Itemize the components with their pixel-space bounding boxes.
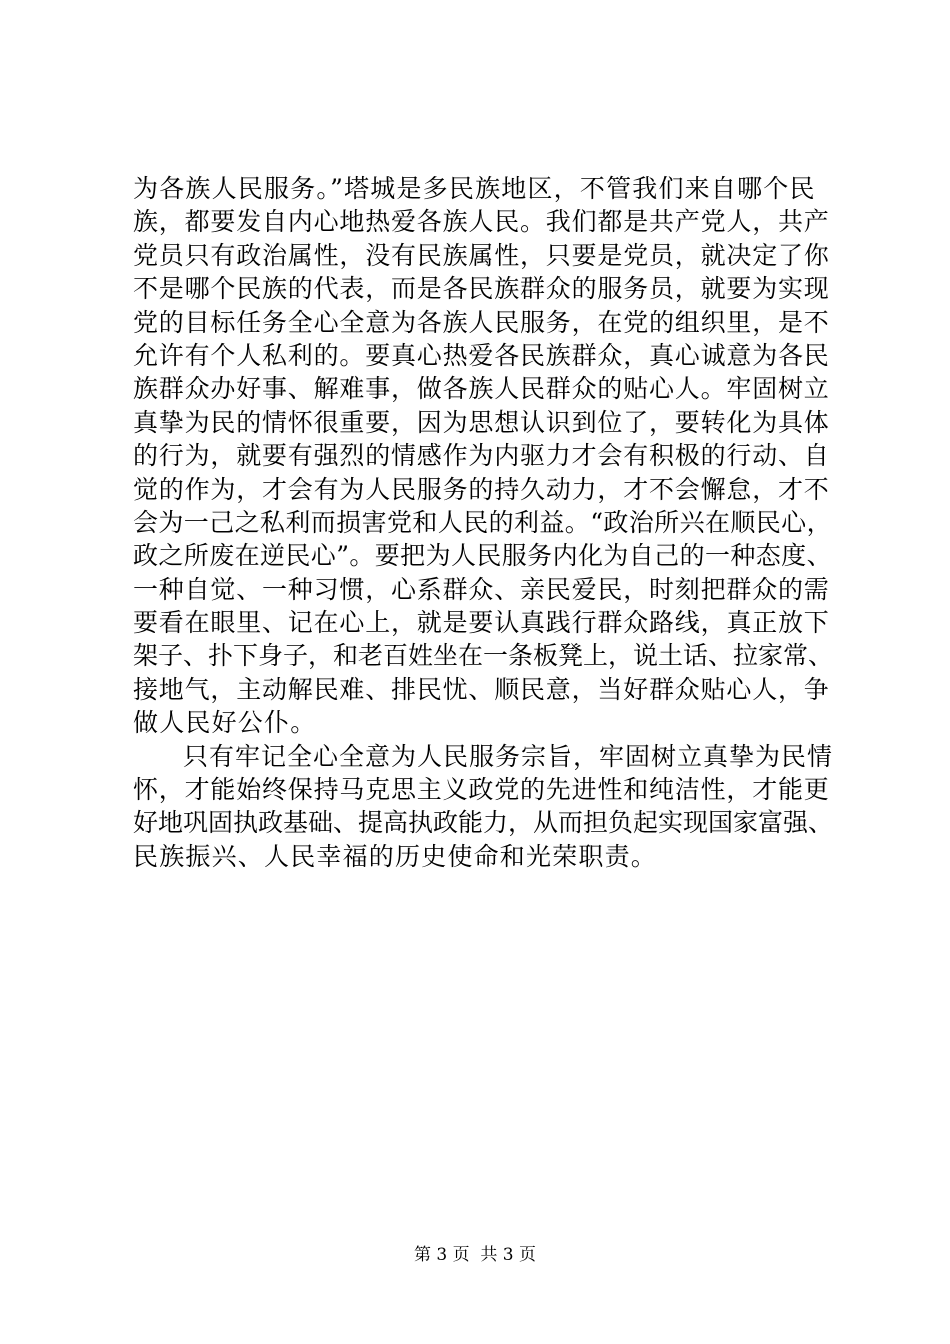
text-line: 真挚为民的情怀很重要，因为思想认识到位了，要转化为具体 <box>133 407 830 437</box>
text-line: 允许有个人私利的。要真心热爱各民族群众，真心诚意为各民 <box>133 340 830 370</box>
text-line: 做人民好公仆。 <box>133 708 317 738</box>
text-line: 族群众办好事、解难事，做各族人民群众的贴心人。牢固树立 <box>133 374 830 404</box>
text-line: 不是哪个民族的代表，而是各民族群众的服务员，就要为实现 <box>133 274 830 304</box>
text-line: 为各族人民服务。”塔城是多民族地区，不管我们来自哪个民 <box>133 174 816 203</box>
text-line: 只有牢记全心全意为人民服务宗旨，牢固树立真挚为民情 <box>183 741 834 771</box>
text-line: 会为一己之私利而损害党和人民的利益。“政治所兴在顺民心， <box>133 507 832 537</box>
text-line: 要看在眼里、记在心上，就是要认真践行群众路线，真正放下 <box>133 608 830 638</box>
text-line: 觉的作为，才会有为人民服务的持久动力，才不会懈怠，才不 <box>133 474 830 504</box>
text-line: 政之所废在逆民心”。要把为人民服务内化为自己的一种态度、 <box>133 541 832 571</box>
paragraph-1 <box>133 172 833 740</box>
text-line: 接地气，主动解民难、排民忧、顺民意，当好群众贴心人，争 <box>133 674 830 704</box>
text-line: 的行为，就要有强烈的情感作为内驱力才会有积极的行动、自 <box>133 441 830 471</box>
document-body <box>133 172 833 873</box>
text-line: 一种自觉、一种习惯，心系群众、亲民爱民，时刻把群众的需 <box>133 574 830 604</box>
text-line: 怀，才能始终保持马克思主义政党的先进性和纯洁性，才能更 <box>133 775 830 805</box>
text-line: 党员只有政治属性，没有民族属性，只要是党员，就决定了你 <box>133 240 830 270</box>
page-number-footer: 第 3 页 共 3 页 <box>413 1245 537 1265</box>
text-line: 党的目标任务全心全意为各族人民服务，在党的组织里，是不 <box>133 307 830 337</box>
text-line: 民族振兴、人民幸福的历史使命和光荣职责。 <box>133 841 658 871</box>
text-line: 架子、扑下身子，和老百姓坐在一条板凳上，说土话、拉家常、 <box>133 641 834 671</box>
text-line: 族，都要发自内心地热爱各族人民。我们都是共产党人，共产 <box>133 207 830 237</box>
text-line: 好地巩固执政基础、提高执政能力，从而担负起实现国家富强、 <box>133 808 834 838</box>
paragraph-2 <box>133 740 833 874</box>
